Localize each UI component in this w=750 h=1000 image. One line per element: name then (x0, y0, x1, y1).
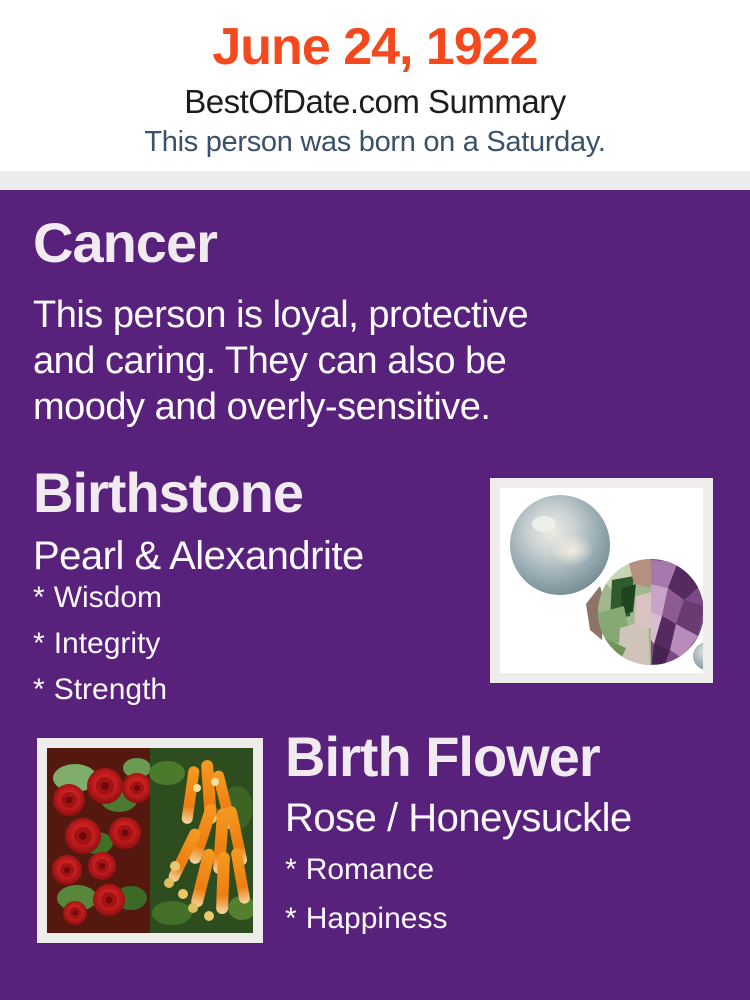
divider-strip (0, 171, 750, 190)
pearl-graphic (510, 495, 610, 595)
birth-flower-names: Rose / Honeysuckle (285, 796, 632, 840)
trait-item (33, 626, 167, 662)
trait-item (285, 852, 447, 888)
header (0, 0, 750, 171)
summary-card (0, 190, 750, 1000)
birthstone-heading: Birthstone (33, 461, 303, 524)
trait-label: Romance (305, 853, 435, 886)
birth-flower-image (37, 738, 263, 943)
trait-item (33, 580, 167, 616)
site-summary-subtitle: BestOfDate.com Summary (184, 83, 566, 120)
roses-photo-half (47, 748, 152, 933)
birthstone-image (490, 478, 713, 683)
birth-flower-trait-list (285, 852, 447, 950)
trait-label: Strength (53, 673, 168, 706)
trait-label: Wisdom (53, 581, 163, 614)
birthstone-names: Pearl & Alexandrite (33, 534, 364, 578)
birthstone-trait-list (33, 580, 167, 718)
trait-label: Happiness (305, 902, 448, 935)
zodiac-description-line: This person is loyal, protective (33, 294, 529, 336)
asterisk-bullet: * (285, 902, 297, 935)
asterisk-bullet: * (285, 853, 297, 886)
page-title-date: June 24, 1922 (212, 18, 538, 76)
trait-label: Integrity (53, 627, 161, 660)
asterisk-bullet: * (33, 673, 45, 706)
pearl-and-alexandrite-photo (500, 488, 703, 673)
birth-flower-heading: Birth Flower (285, 725, 600, 788)
asterisk-bullet: * (33, 581, 45, 614)
trait-item (33, 672, 167, 708)
zodiac-description-line: moody and overly-sensitive. (33, 386, 491, 428)
zodiac-description (33, 292, 528, 430)
asterisk-bullet: * (33, 627, 45, 660)
zodiac-sign-heading: Cancer (33, 211, 217, 274)
rose-and-honeysuckle-photo (47, 748, 253, 933)
zodiac-description-line: and caring. They can also be (33, 340, 507, 382)
honeysuckle-photo-half (149, 748, 253, 933)
born-day-line: This person was born on a Saturday. (144, 126, 606, 158)
trait-item (285, 901, 447, 937)
